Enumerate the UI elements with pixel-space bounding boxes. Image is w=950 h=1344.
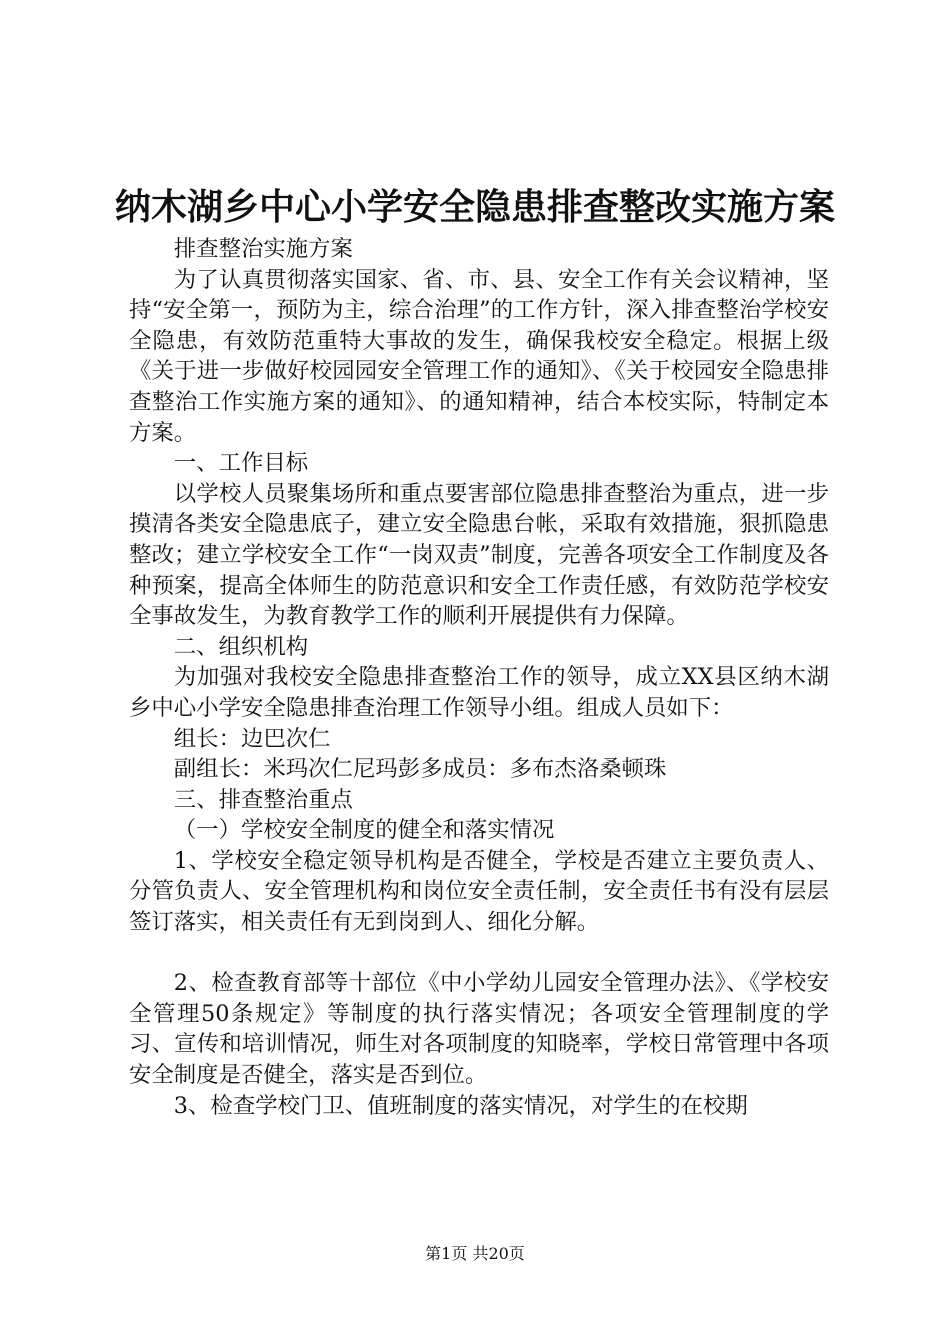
paragraph-item-3: 3、检查学校门卫、值班制度的落实情况，对学生的在校期	[173, 1092, 748, 1119]
paragraph-leader: 组长：边巴次仁	[173, 725, 331, 752]
paragraph-item-1: 1、学校安全稳定领导机构是否健全，学校是否建立主要负责人、分管负责人、安全管理机构和岗位安全责任制，安全责任书有没有层层签订落实，相关责任有无到岗到人、细化分解。	[129, 847, 829, 936]
paragraph-organization: 为加强对我校安全隐患排查整治工作的领导，成立XX县区纳木湖乡中心小学安全隐患排查治理工作领导小组。组成人员如下：	[129, 664, 829, 721]
page-number-footer: 第1页 共20页	[425, 1244, 525, 1263]
paragraph-work-goals: 以学校人员聚集场所和重点要害部位隐患排查整治为重点，进一步摸清各类安全隐患底子，建立安全隐患台帐，采取有效措施，狠抓隐患整改；建立学校安全工作“一岗双责”制度，完善各项安全工作制度及各种预案，提高全体师生的防范意识和安全工作责任感，有效防范学校安全事故发生，为教育教学工作的顺利开展提供有力保障。	[129, 480, 829, 630]
heading-work-goals: 一、工作目标	[173, 450, 309, 477]
document-body	[129, 234, 829, 1121]
subheading-safety-system: （一）学校安全制度的健全和落实情况	[173, 817, 555, 844]
document-title: 纳木湖乡中心小学安全隐患排查整改实施方案	[114, 187, 835, 228]
heading-organization: 二、组织机构	[173, 633, 309, 660]
paragraph-intro: 为了认真贯彻落实国家、省、市、县、安全工作有关会议精神，坚持“安全第一，预防为主，综合治理”的工作方针，深入排查整治学校安全隐患，有效防范重特大事故的发生，确保我校安全稳定。根据上级《关于进一步做好校园园安全管理工作的通知》、《关于校园安全隐患排查整治工作实施方案的通知》、的通知精神，结合本校实际，特制定本方案。	[129, 266, 829, 446]
paragraph-deputy-leader: 副组长：米玛次仁尼玛彭多成员：多布杰洛桑顿珠	[173, 756, 667, 783]
paragraph-item-2: 2、检查教育部等十部位《中小学幼儿园安全管理办法》、《学校安全管理50条规定》等制度的执行落实情况；各项安全管理制度的学习、宣传和培训情况，师生对各项制度的知晓率，学校日常管理中各项安全制度是否健全，落实是否到位。	[129, 970, 829, 1089]
heading-inspection-focus: 三、排查整治重点	[173, 786, 353, 813]
paragraph-subtitle: 排查整治实施方案	[173, 236, 353, 262]
